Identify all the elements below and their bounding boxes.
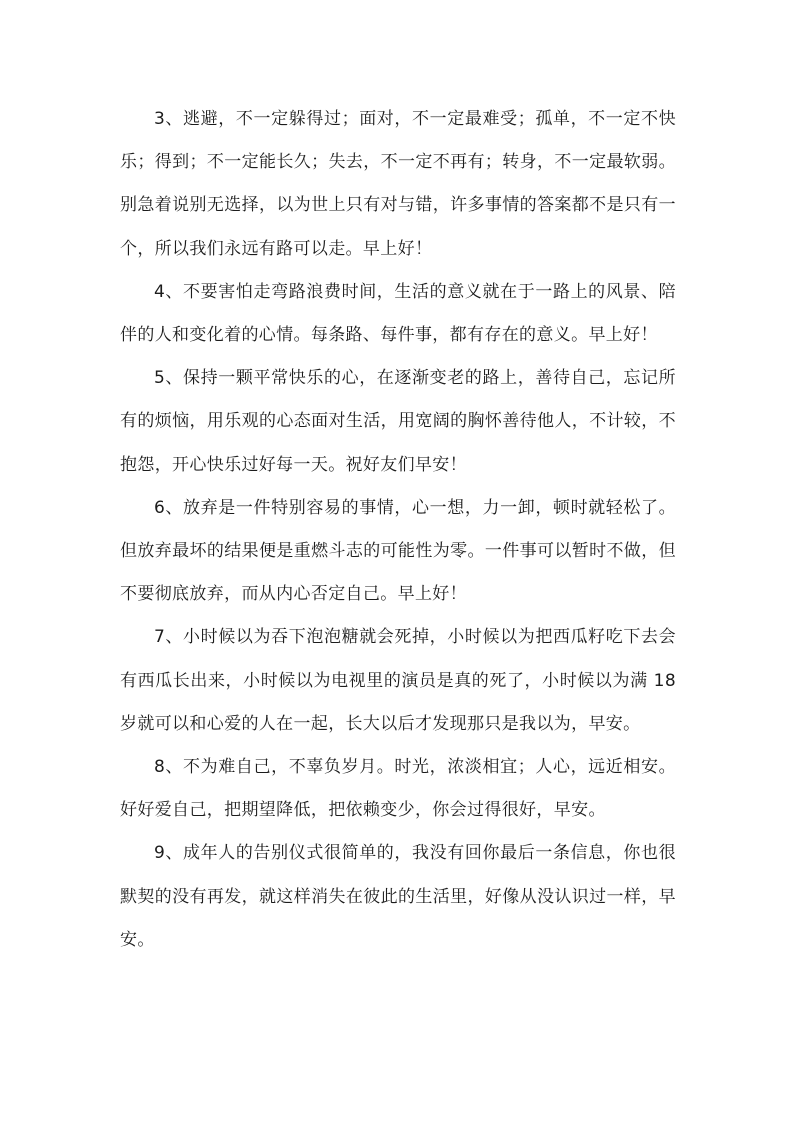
paragraph-6: 6、放弃是一件特别容易的事情，心一想，力一卸，顿时就轻松了。但放弃最坏的结果便是重燃斗志的可能性为零。一件事可以暂时不做，但不要彻底放弃，而从内心否定自己。早上好！ <box>120 497 676 605</box>
paragraph-3: 3、逃避，不一定躲得过；面对，不一定最难受；孤单，不一定不快乐；得到；不一定能长久；失去，不一定不再有；转身，不一定最软弱。别急着说别无选择，以为世上只有对与错，许多事情的答案都不是只有一个，所以我们永远有路可以走。早上好！ <box>120 109 676 259</box>
paragraph-5: 5、保持一颗平常快乐的心，在逐渐变老的路上，善待自己，忘记所有的烦恼，用乐观的心态面对生活，用宽阔的胸怀善待他人，不计较，不抱怨，开心快乐过好每一天。祝好友们早安！ <box>120 368 676 475</box>
document-body <box>120 98 676 962</box>
paragraph-9: 9、成年人的告别仪式很简单的，我没有回你最后一条信息，你也很默契的没有再发，就这样消失在彼此的生活里，好像从没认识过一样，早安。 <box>120 843 676 950</box>
paragraph-8: 8、不为难自己，不辜负岁月。时光，浓淡相宜；人心，远近相安。好好爱自己，把期望降低，把依赖变少，你会过得很好，早安。 <box>120 757 676 821</box>
paragraph-4: 4、不要害怕走弯路浪费时间，生活的意义就在于一路上的风景、陪伴的人和变化着的心情。每条路、每件事，都有存在的意义。早上好！ <box>120 281 676 346</box>
paragraph-7: 7、小时候以为吞下泡泡糖就会死掉，小时候以为把西瓜籽吃下去会有西瓜长出来，小时候以为电视里的演员是真的死了，小时候以为满 18 岁就可以和心爱的人在一起，长大以后才发现那只是我以为，早安。 <box>120 627 676 734</box>
